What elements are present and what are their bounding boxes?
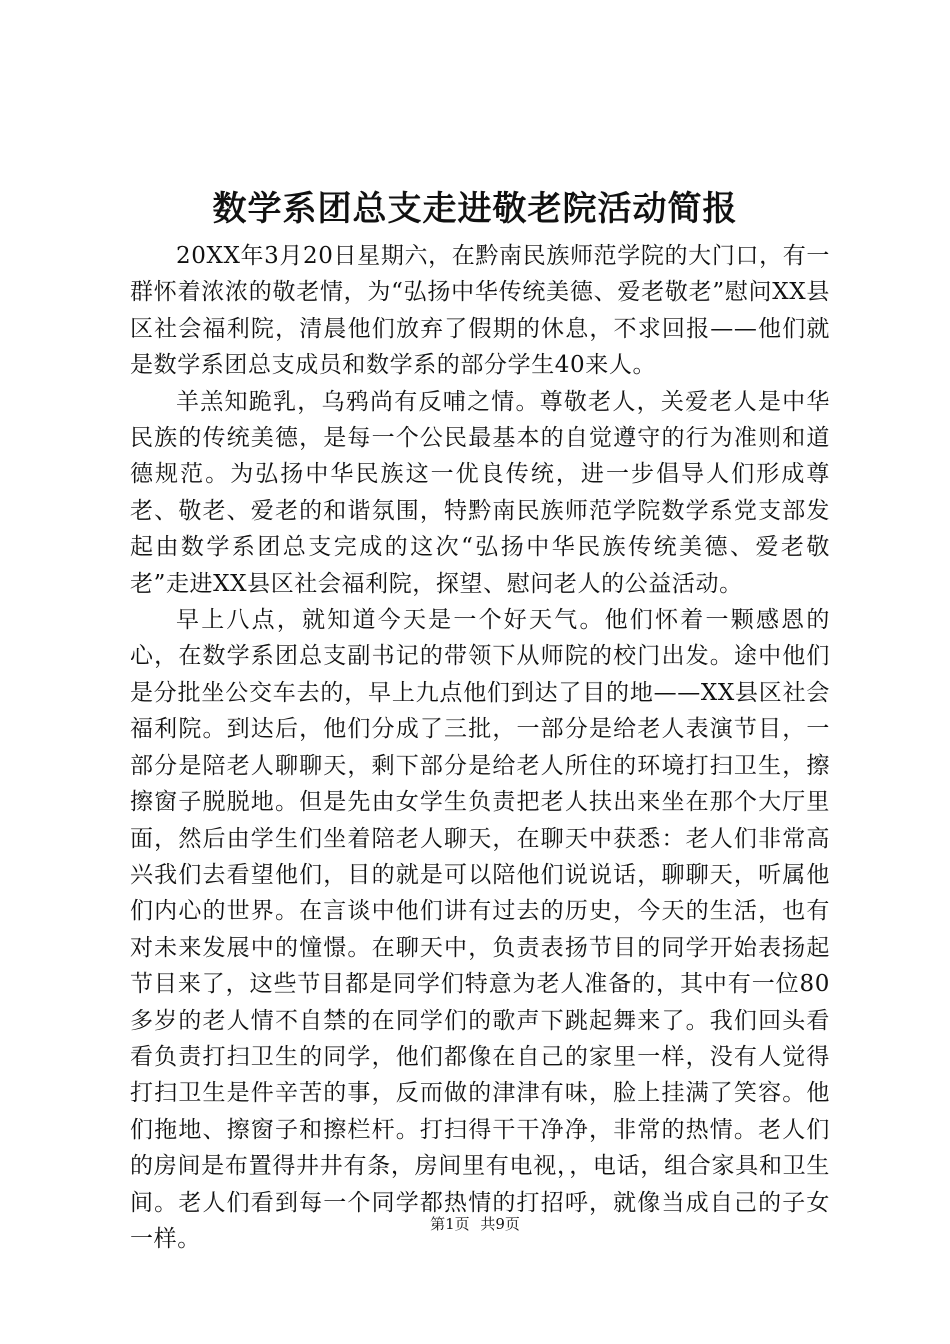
document-title: 数学系团总支走进敬老院活动简报: [212, 189, 738, 229]
paragraph-1: 20XX年3月20日星期六，在黔南民族师范学院的大门口，有一群怀着浓浓的敬老情，为“弘扬中华传统美德、爱老敬老”慰问XX县区社会福利院，清晨他们放弃了假期的休息，不求回报——他们就是数学系团总支成员和数学系的部分学生40来人。: [130, 243, 830, 379]
page-total: 共9页: [480, 1215, 520, 1233]
paragraph-2: 羊羔知跪乳，乌鸦尚有反哺之情。尊敬老人，关爱老人是中华民族的传统美德，是每一个公民最基本的自觉遵守的行为准则和道德规范。为弘扬中华民族这一优良传统，进一步倡导人们形成尊老、敬老、爱老的和谐氛围，特黔南民族师范学院数学系党支部发起由数学系团总支完成的这次“弘扬中华民族传统美德、爱老敬老”走进XX县区社会福利院，探望、慰问老人的公益活动。: [130, 388, 830, 597]
page-footer: [0, 1213, 950, 1235]
page-number: 第1页: [430, 1215, 470, 1233]
document-body: [130, 238, 830, 1257]
paragraph-3: 早上八点，就知道今天是一个好天气。他们怀着一颗感恩的心，在数学系团总支副书记的带领下从师院的校门出发。途中他们是分批坐公交车去的，早上九点他们到达了目的地——XX县区社会福利院。到达后，他们分成了三批，一部分是给老人表演节目，一部分是陪老人聊聊天，剩下部分是给老人所住的环境打扫卫生，擦擦窗子脱脱地。但是先由女学生负责把老人扶出来坐在那个大厅里面，然后由学生们坐着陪老人聊天，在聊天中获悉：老人们非常高兴我们去看望他们，目的就是可以陪他们说说话，聊聊天，听属他们内心的世界。在言谈中他们讲有过去的历史，今天的生活，也有对未来发展中的憧憬。在聊天中，负责表扬节目的同学开始表扬起节目来了，这些节目都是同学们特意为老人准备的，其中有一位80多岁的老人情不自禁的在同学们的歌声下跳起舞来了。我们回头看看负责打扫卫生的同学，他们都像在自己的家里一样，没有人觉得打扫卫生是件辛苦的事，反而做的津津有味，脸上挂满了笑容。他们拖地、擦窗子和擦栏杆。打扫得干干净净，非常的热情。老人们的房间是布置得井井有条，房间里有电视，，电话，组合家具和卫生间。老人们看到每一个同学都热情的打招呼，就像当成自己的子女一样。: [130, 607, 830, 1252]
